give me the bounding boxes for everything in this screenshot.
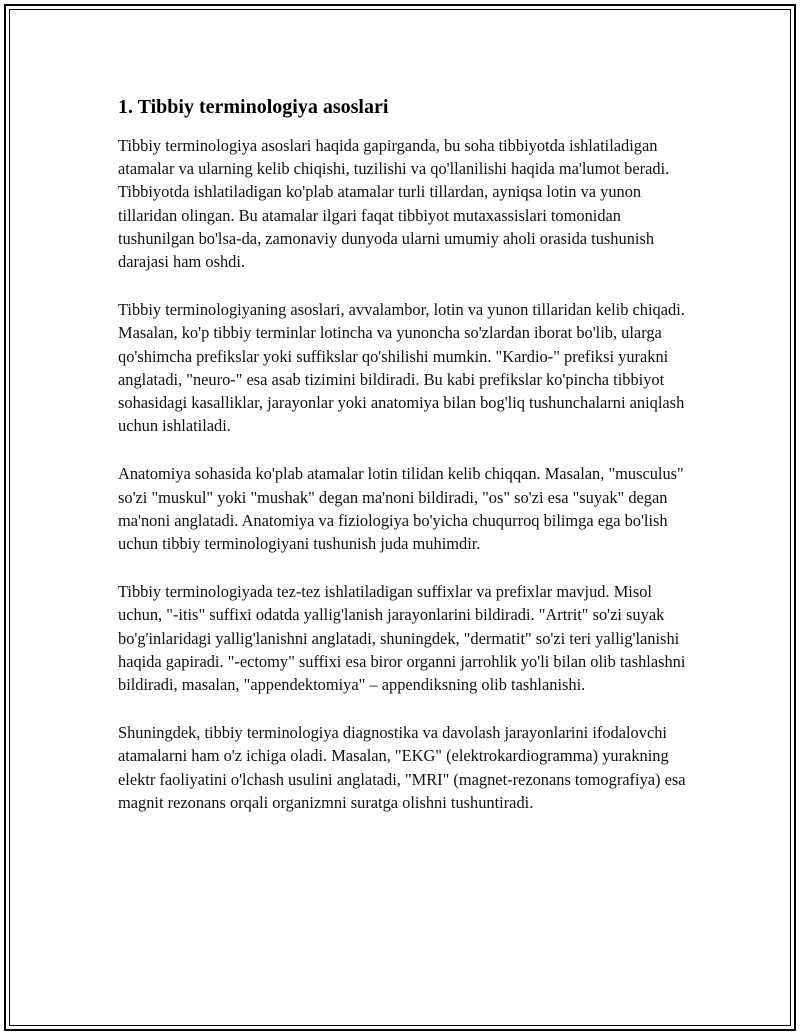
- paragraph-2: Tibbiy terminologiyaning asoslari, avvalambor, lotin va yunon tillaridan kelib chiqadi. Masalan, ko'p tibbiy terminlar lotincha va yunoncha so'zlardan iborat bo'lib, ularga qo'shimcha prefikslar yoki suffikslar qo'shilishi mumkin. "Kardio-" prefiksi yurakni anglatadi, "neuro-" esa asab tizimini bildiradi. Bu kabi prefikslar ko'pincha tibbiyot sohasidagi kasalliklar, jarayonlar yoki anatomiya bilan bog'liq tushunchalarni aniqlash uchun ishlatiladi.: [118, 300, 685, 436]
- paragraph-4: Tibbiy terminologiyada tez-tez ishlatiladigan suffixlar va prefixlar mavjud. Misol uchun, "-itis" suffixi odatda yallig'lanish jarayonlarini bildiradi. "Artrit" so'zi suyak bo'g'inlaridagi yallig'lanishni anglatadi, shuningdek, "dermatit" so'zi teri yallig'lanishi haqida gapiradi. "-ectomy" suffixi esa biror organni jarrohlik yo'li bilan olib tashlashni bildiradi, masalan, "appendektomiya" – appendiksning olib tashlanishi.: [118, 582, 686, 695]
- document-body: [118, 94, 688, 839]
- section-heading: 1. Tibbiy terminologiya asoslari: [118, 96, 389, 118]
- paragraph-1: Tibbiy terminologiya asoslari haqida gapirganda, bu soha tibbiyotda ishlatiladigan atamalar va ularning kelib chiqishi, tuzilishi va qo'llanilishi haqida ma'lumot beradi. Tibbiyotda ishlatiladigan ko'plab atamalar turli tillardan, ayniqsa lotin va yunon tillaridan olingan. Bu atamalar ilgari faqat tibbiyot mutaxassislari tomonidan tushunilgan bo'lsa-da, zamonaviy dunyoda ularni umumiy aholi orasida tushunish darajasi ham oshdi.: [118, 136, 670, 272]
- paragraph-3: Anatomiya sohasida ko'plab atamalar lotin tilidan kelib chiqqan. Masalan, "musculus" so'zi "muskul" yoki "mushak" degan ma'noni bildiradi, "os" so'zi esa "suyak" degan ma'noni anglatadi. Anatomiya va fiziologiya bo'yicha chuqurroq bilimga ega bo'lish uchun tibbiy terminologiyani tushunish juda muhimdir.: [118, 464, 684, 554]
- paragraph-5: Shuningdek, tibbiy terminologiya diagnostika va davolash jarayonlarini ifodalovchi atamalarni ham o'z ichiga oladi. Masalan, "EKG" (elektrokardiogramma) yurakning elektr faoliyatini o'lchash usulini anglatadi, "MRI" (magnet-rezonans tomografiya) esa magnit rezonans orqali organizmni suratga olishni tushuntiradi.: [118, 723, 686, 812]
